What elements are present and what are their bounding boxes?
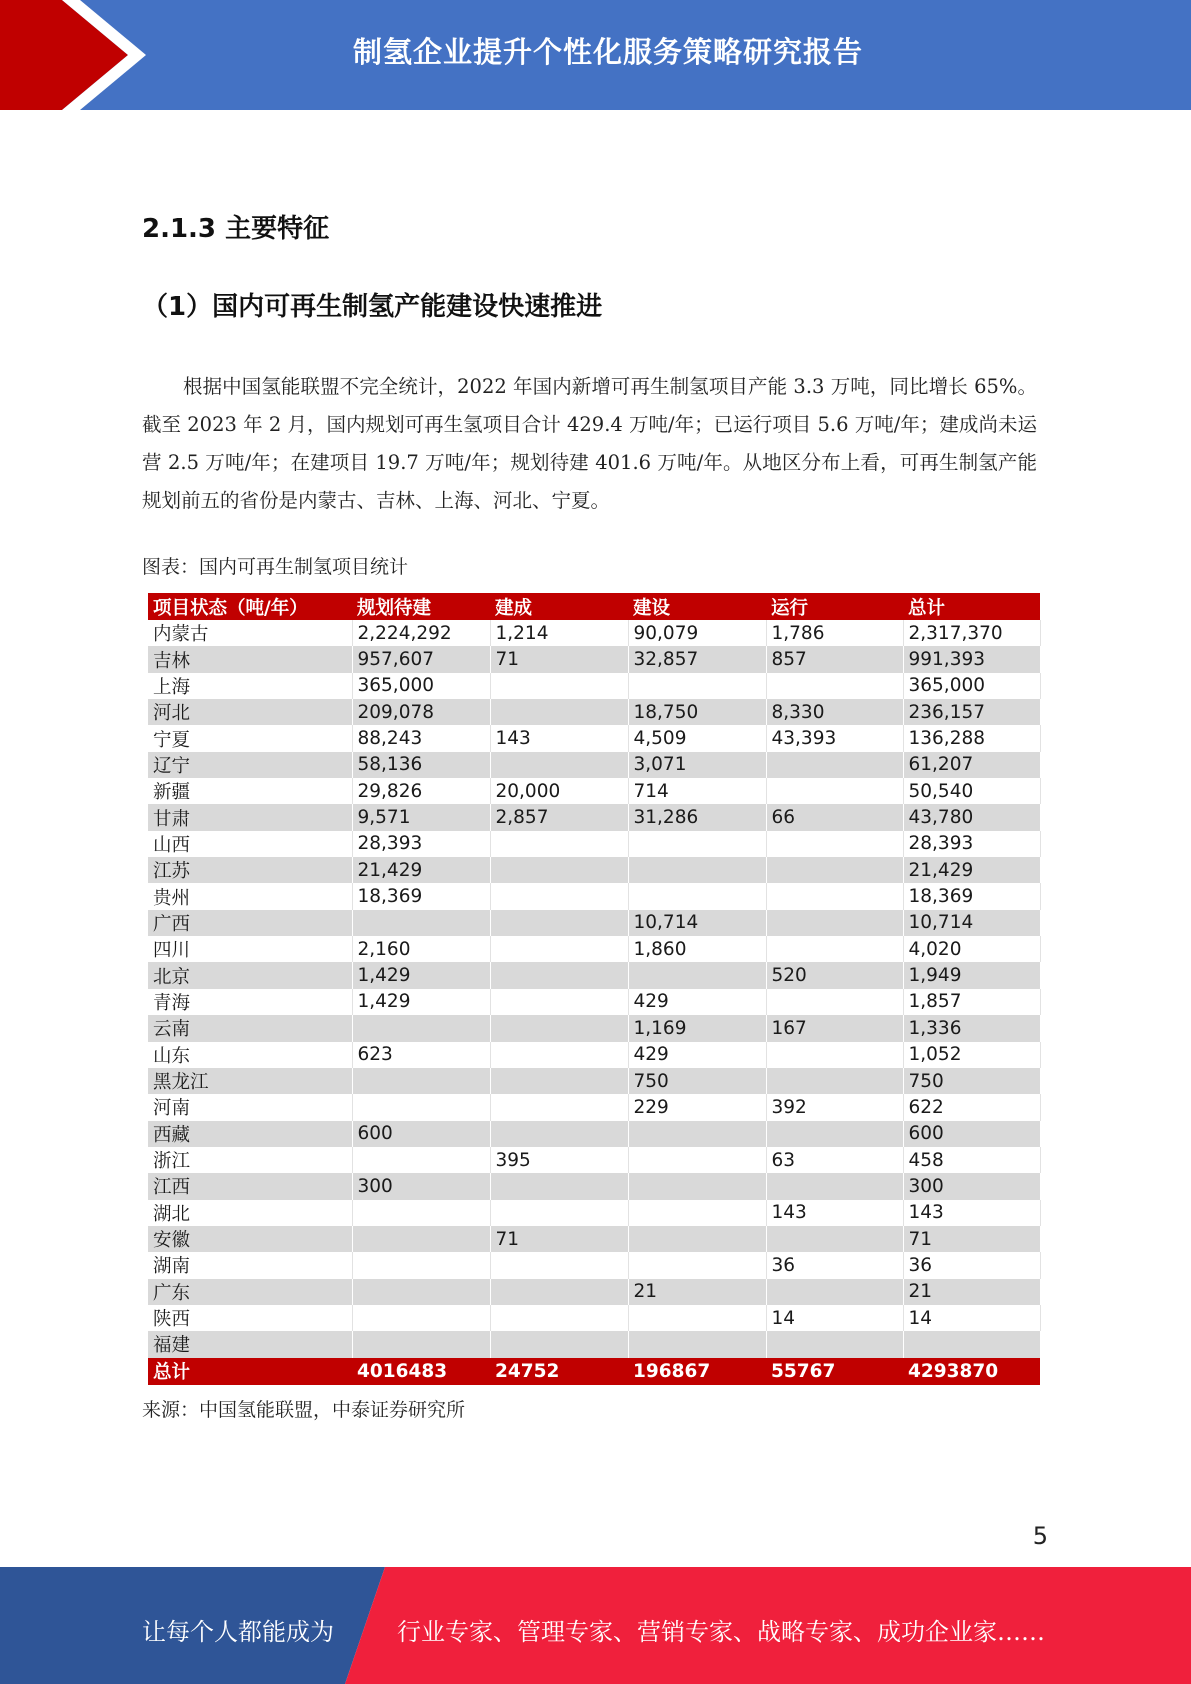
table-row bbox=[148, 962, 1040, 988]
province-cell: 宁夏 bbox=[148, 725, 352, 751]
table-row bbox=[148, 910, 1040, 936]
value-cell: 2,160 bbox=[352, 936, 490, 962]
value-cell bbox=[490, 831, 628, 857]
table-row bbox=[148, 1015, 1040, 1041]
province-cell: 山西 bbox=[148, 831, 352, 857]
value-cell: 1,336 bbox=[903, 1015, 1040, 1041]
total-cell: 4293870 bbox=[903, 1358, 1040, 1385]
value-cell: 143 bbox=[903, 1200, 1040, 1226]
value-cell: 14 bbox=[903, 1305, 1040, 1331]
table-body bbox=[148, 620, 1040, 1358]
total-cell: 196867 bbox=[628, 1358, 766, 1385]
value-cell: 63 bbox=[766, 1147, 903, 1173]
value-cell: 365,000 bbox=[903, 673, 1040, 699]
column-header: 规划待建 bbox=[352, 593, 490, 620]
province-cell: 广东 bbox=[148, 1279, 352, 1305]
value-cell: 21,429 bbox=[352, 857, 490, 883]
province-cell: 甘肃 bbox=[148, 804, 352, 830]
value-cell bbox=[766, 1331, 903, 1357]
province-cell: 云南 bbox=[148, 1015, 352, 1041]
province-cell: 江西 bbox=[148, 1173, 352, 1199]
table-row bbox=[148, 804, 1040, 830]
value-cell bbox=[352, 1147, 490, 1173]
table-row bbox=[148, 620, 1040, 646]
province-cell: 山东 bbox=[148, 1042, 352, 1068]
value-cell: 143 bbox=[766, 1200, 903, 1226]
value-cell bbox=[766, 1279, 903, 1305]
value-cell: 300 bbox=[352, 1173, 490, 1199]
value-cell bbox=[490, 962, 628, 988]
value-cell bbox=[352, 1068, 490, 1094]
value-cell: 43,393 bbox=[766, 725, 903, 751]
section-heading: 2.1.3 主要特征 bbox=[142, 214, 330, 244]
value-cell bbox=[628, 1305, 766, 1331]
value-cell bbox=[628, 1147, 766, 1173]
table-row bbox=[148, 1068, 1040, 1094]
value-cell: 209,078 bbox=[352, 699, 490, 725]
table-row bbox=[148, 725, 1040, 751]
value-cell: 43,780 bbox=[903, 804, 1040, 830]
province-cell: 湖南 bbox=[148, 1252, 352, 1278]
report-title: 制氢企业提升个性化服务策略研究报告 bbox=[352, 35, 863, 69]
value-cell bbox=[628, 1121, 766, 1147]
value-cell: 71 bbox=[903, 1226, 1040, 1252]
value-cell: 991,393 bbox=[903, 646, 1040, 672]
value-cell: 1,949 bbox=[903, 962, 1040, 988]
table-row bbox=[148, 857, 1040, 883]
value-cell bbox=[766, 1226, 903, 1252]
value-cell: 10,714 bbox=[903, 910, 1040, 936]
table-row bbox=[148, 1252, 1040, 1278]
value-cell: 136,288 bbox=[903, 725, 1040, 751]
value-cell bbox=[490, 1094, 628, 1120]
value-cell bbox=[766, 1068, 903, 1094]
table-header-row bbox=[148, 593, 1040, 620]
hydrogen-projects-table bbox=[148, 593, 1041, 1385]
province-cell: 安徽 bbox=[148, 1226, 352, 1252]
value-cell: 4,509 bbox=[628, 725, 766, 751]
value-cell: 32,857 bbox=[628, 646, 766, 672]
value-cell bbox=[490, 1015, 628, 1041]
value-cell bbox=[490, 1173, 628, 1199]
value-cell bbox=[766, 831, 903, 857]
body-paragraph: 根据中国氢能联盟不完全统计，2022 年国内新增可再生制氢项目产能 3.3 万吨，同比增长 65%。截至 2023 年 2 月，国内规划可再生氢项目合计 429.4 万吨/年；已运行项目 5.6 万吨/年；建成尚未运营 2.5 万吨/年；在建项目 19.7 万吨/年；规划待建 401.6 万吨/年。从地区分布上看，可再生制氢产能规划前五的省份是内蒙古、吉林、上海、河北、宁夏。 bbox=[142, 375, 1037, 512]
province-cell: 陕西 bbox=[148, 1305, 352, 1331]
value-cell: 623 bbox=[352, 1042, 490, 1068]
table-row bbox=[148, 989, 1040, 1015]
value-cell bbox=[352, 1305, 490, 1331]
value-cell bbox=[352, 1279, 490, 1305]
province-cell: 江苏 bbox=[148, 857, 352, 883]
value-cell: 3,071 bbox=[628, 752, 766, 778]
table-row bbox=[148, 1305, 1040, 1331]
value-cell: 1,857 bbox=[903, 989, 1040, 1015]
value-cell: 365,000 bbox=[352, 673, 490, 699]
value-cell: 2,857 bbox=[490, 804, 628, 830]
value-cell: 71 bbox=[490, 646, 628, 672]
value-cell bbox=[628, 1331, 766, 1357]
value-cell bbox=[766, 1042, 903, 1068]
province-cell: 北京 bbox=[148, 962, 352, 988]
value-cell bbox=[766, 857, 903, 883]
value-cell: 1,052 bbox=[903, 1042, 1040, 1068]
page-number: 5 bbox=[1032, 1522, 1048, 1550]
value-cell bbox=[490, 1068, 628, 1094]
value-cell bbox=[628, 857, 766, 883]
column-header: 项目状态（吨/年） bbox=[148, 593, 352, 620]
value-cell bbox=[490, 1042, 628, 1068]
province-cell: 内蒙古 bbox=[148, 620, 352, 646]
value-cell: 1,860 bbox=[628, 936, 766, 962]
value-cell: 229 bbox=[628, 1094, 766, 1120]
value-cell bbox=[490, 936, 628, 962]
total-cell: 4016483 bbox=[352, 1358, 490, 1385]
value-cell: 21,429 bbox=[903, 857, 1040, 883]
value-cell: 750 bbox=[903, 1068, 1040, 1094]
value-cell: 714 bbox=[628, 778, 766, 804]
value-cell bbox=[352, 1226, 490, 1252]
value-cell bbox=[766, 1173, 903, 1199]
table-row bbox=[148, 752, 1040, 778]
value-cell: 857 bbox=[766, 646, 903, 672]
value-cell bbox=[766, 936, 903, 962]
table-row bbox=[148, 646, 1040, 672]
value-cell bbox=[490, 673, 628, 699]
value-cell: 600 bbox=[352, 1121, 490, 1147]
value-cell bbox=[352, 1200, 490, 1226]
figure-caption: 图表：国内可再生制氢项目统计 bbox=[142, 556, 409, 578]
value-cell: 167 bbox=[766, 1015, 903, 1041]
value-cell bbox=[903, 1331, 1040, 1357]
value-cell bbox=[628, 673, 766, 699]
source-note: 来源：中国氢能联盟，中泰证券研究所 bbox=[142, 1399, 466, 1421]
value-cell bbox=[352, 1015, 490, 1041]
table-row bbox=[148, 1121, 1040, 1147]
province-cell: 四川 bbox=[148, 936, 352, 962]
province-cell: 河北 bbox=[148, 699, 352, 725]
value-cell bbox=[490, 1200, 628, 1226]
value-cell: 36 bbox=[903, 1252, 1040, 1278]
value-cell: 622 bbox=[903, 1094, 1040, 1120]
table-row bbox=[148, 673, 1040, 699]
value-cell bbox=[766, 778, 903, 804]
value-cell: 1,429 bbox=[352, 989, 490, 1015]
value-cell: 71 bbox=[490, 1226, 628, 1252]
value-cell: 66 bbox=[766, 804, 903, 830]
province-cell: 辽宁 bbox=[148, 752, 352, 778]
table-row bbox=[148, 1279, 1040, 1305]
value-cell bbox=[766, 1121, 903, 1147]
value-cell: 600 bbox=[903, 1121, 1040, 1147]
value-cell: 143 bbox=[490, 725, 628, 751]
value-cell: 300 bbox=[903, 1173, 1040, 1199]
value-cell: 61,207 bbox=[903, 752, 1040, 778]
province-cell: 吉林 bbox=[148, 646, 352, 672]
value-cell bbox=[490, 699, 628, 725]
value-cell bbox=[766, 883, 903, 909]
value-cell bbox=[490, 883, 628, 909]
table-row bbox=[148, 1094, 1040, 1120]
value-cell: 429 bbox=[628, 1042, 766, 1068]
province-cell: 青海 bbox=[148, 989, 352, 1015]
value-cell: 2,317,370 bbox=[903, 620, 1040, 646]
province-cell: 湖北 bbox=[148, 1200, 352, 1226]
value-cell: 21 bbox=[903, 1279, 1040, 1305]
table-row bbox=[148, 1042, 1040, 1068]
province-cell: 浙江 bbox=[148, 1147, 352, 1173]
value-cell: 29,826 bbox=[352, 778, 490, 804]
value-cell bbox=[490, 989, 628, 1015]
value-cell: 88,243 bbox=[352, 725, 490, 751]
value-cell: 28,393 bbox=[903, 831, 1040, 857]
province-cell: 广西 bbox=[148, 910, 352, 936]
table-row bbox=[148, 831, 1040, 857]
value-cell bbox=[352, 1331, 490, 1357]
table-row bbox=[148, 1226, 1040, 1252]
footer-slogan-right: 行业专家、管理专家、营销专家、战略专家、成功企业家…… bbox=[397, 1618, 1045, 1646]
table-row bbox=[148, 699, 1040, 725]
value-cell bbox=[766, 910, 903, 936]
value-cell: 90,079 bbox=[628, 620, 766, 646]
value-cell: 28,393 bbox=[352, 831, 490, 857]
table-total-row bbox=[148, 1358, 1040, 1385]
table-row bbox=[148, 778, 1040, 804]
table-row bbox=[148, 883, 1040, 909]
value-cell bbox=[628, 1252, 766, 1278]
value-cell: 18,369 bbox=[352, 883, 490, 909]
value-cell: 1,169 bbox=[628, 1015, 766, 1041]
value-cell: 1,429 bbox=[352, 962, 490, 988]
column-header: 建成 bbox=[490, 593, 628, 620]
value-cell bbox=[490, 1121, 628, 1147]
value-cell: 4,020 bbox=[903, 936, 1040, 962]
value-cell bbox=[490, 1331, 628, 1357]
province-cell: 上海 bbox=[148, 673, 352, 699]
value-cell bbox=[766, 752, 903, 778]
column-header: 运行 bbox=[766, 593, 903, 620]
value-cell: 957,607 bbox=[352, 646, 490, 672]
value-cell bbox=[766, 673, 903, 699]
value-cell bbox=[352, 910, 490, 936]
value-cell: 395 bbox=[490, 1147, 628, 1173]
value-cell: 10,714 bbox=[628, 910, 766, 936]
sub-heading: （1）国内可再生制氢产能建设快速推进 bbox=[142, 292, 603, 322]
province-cell: 河南 bbox=[148, 1094, 352, 1120]
province-cell: 黑龙江 bbox=[148, 1068, 352, 1094]
value-cell: 31,286 bbox=[628, 804, 766, 830]
value-cell: 392 bbox=[766, 1094, 903, 1120]
value-cell bbox=[628, 1226, 766, 1252]
table-row bbox=[148, 936, 1040, 962]
table-row bbox=[148, 1173, 1040, 1199]
value-cell: 18,750 bbox=[628, 699, 766, 725]
value-cell: 58,136 bbox=[352, 752, 490, 778]
value-cell: 36 bbox=[766, 1252, 903, 1278]
footer-slogan-left: 让每个人都能成为 bbox=[142, 1618, 334, 1646]
province-cell: 新疆 bbox=[148, 778, 352, 804]
column-header: 总计 bbox=[903, 593, 1040, 620]
value-cell: 1,786 bbox=[766, 620, 903, 646]
value-cell: 1,214 bbox=[490, 620, 628, 646]
value-cell: 20,000 bbox=[490, 778, 628, 804]
value-cell bbox=[352, 1094, 490, 1120]
value-cell: 429 bbox=[628, 989, 766, 1015]
value-cell bbox=[628, 962, 766, 988]
value-cell: 2,224,292 bbox=[352, 620, 490, 646]
value-cell bbox=[490, 910, 628, 936]
province-cell: 西藏 bbox=[148, 1121, 352, 1147]
column-header: 建设 bbox=[628, 593, 766, 620]
value-cell: 236,157 bbox=[903, 699, 1040, 725]
value-cell: 14 bbox=[766, 1305, 903, 1331]
value-cell bbox=[490, 1279, 628, 1305]
data-table-wrapper bbox=[148, 593, 1040, 1385]
total-cell: 55767 bbox=[766, 1358, 903, 1385]
value-cell: 9,571 bbox=[352, 804, 490, 830]
province-cell: 福建 bbox=[148, 1331, 352, 1357]
page-header bbox=[0, 0, 1191, 110]
total-cell: 24752 bbox=[490, 1358, 628, 1385]
province-cell: 贵州 bbox=[148, 883, 352, 909]
page-footer bbox=[0, 1567, 1191, 1684]
value-cell bbox=[490, 1305, 628, 1331]
value-cell bbox=[352, 1252, 490, 1278]
value-cell bbox=[628, 883, 766, 909]
table-row bbox=[148, 1200, 1040, 1226]
value-cell: 50,540 bbox=[903, 778, 1040, 804]
value-cell: 520 bbox=[766, 962, 903, 988]
value-cell bbox=[490, 857, 628, 883]
value-cell bbox=[628, 1200, 766, 1226]
table-row bbox=[148, 1331, 1040, 1357]
value-cell: 458 bbox=[903, 1147, 1040, 1173]
value-cell bbox=[628, 831, 766, 857]
total-cell: 总计 bbox=[148, 1358, 352, 1385]
value-cell bbox=[490, 752, 628, 778]
value-cell: 8,330 bbox=[766, 699, 903, 725]
value-cell bbox=[490, 1252, 628, 1278]
value-cell: 750 bbox=[628, 1068, 766, 1094]
value-cell bbox=[628, 1173, 766, 1199]
value-cell: 18,369 bbox=[903, 883, 1040, 909]
value-cell: 21 bbox=[628, 1279, 766, 1305]
table-row bbox=[148, 1147, 1040, 1173]
value-cell bbox=[766, 989, 903, 1015]
